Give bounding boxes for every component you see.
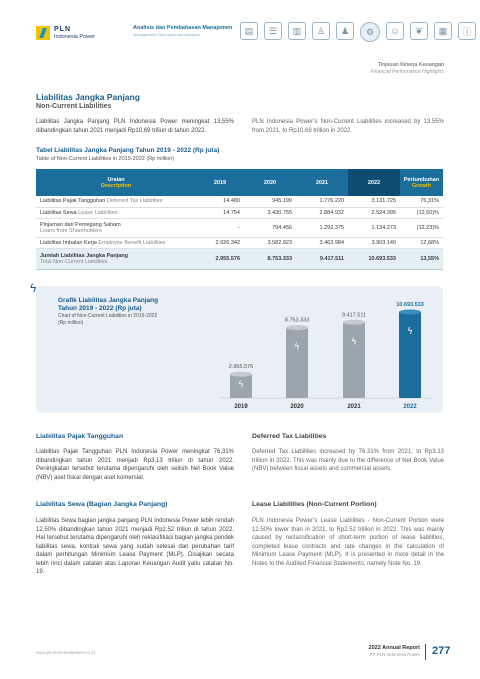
cell-growth: (12,50)% (400, 207, 443, 218)
row-label: Liabilitas Pajak Tangguhan Deferred Tax Liabilities (36, 196, 196, 207)
building-icon[interactable]: ▥ (288, 22, 306, 40)
chart-bar-cap (286, 325, 308, 330)
lease-heading-en: Lease Liabilities (Non-Current Portion) (252, 501, 377, 508)
deferred-tax-paragraph: Liabilitas Pajak Tangguhan PLN Indonesia Power meningkat 76,31% dibandingkan tahun 2021 menjadi Rp3,13 triliun di tahun 2022. Peningkatan tersebut terutama dipengaruhi oleh selisih Net Book Value (NBV) aset fiskal dengan aset komersial. (36, 449, 234, 481)
chart-value-label: 9.417.511 (341, 312, 367, 319)
column-header-2022: 2022 (348, 169, 400, 196)
chart-bar-cap (399, 310, 421, 315)
chapter-title: Analisis dan Pembahasan Manajemen Management Discussion and Analysis (133, 25, 233, 37)
cell-2020: 3.582.923 (244, 237, 296, 248)
cell-2022: 1.134.273 (348, 218, 400, 237)
cell-2020: 945.199 (244, 196, 296, 207)
lease-heading: Liabilitas Sewa (Bagian Jangka Panjang) (36, 501, 168, 508)
cell-2021: 2.884.932 (296, 207, 348, 218)
row-label: Jumlah Liabilitas Jangka Panjang Total Non-Current Liabilities (36, 248, 196, 269)
chart-value-label: 8.753.333 (284, 317, 310, 324)
person-icon[interactable]: ♟ (336, 22, 354, 40)
chart-bar-cap (230, 372, 252, 377)
cell-2021: 3.463.984 (296, 237, 348, 248)
column-header-description: Uraian Description (36, 169, 196, 196)
list-icon[interactable]: ☰ (264, 22, 282, 40)
lease-paragraph: Liabilitas Sewa bagian jangka panjang PLN Indonesia Power lebih rendah 12,50% dibandingkan tahun 2021 menjadi Rp2,52 triliun di tahun 2022. Hal tersebut terutama dipengaruhi oleh reklasifikasi bagian jangka pendek liabilitas sewa, kontrak sewa yang sudah selesai dan perubahan tarif dalam perhitungan Minimum Lease Payment (MLP). Disajikan secara lebih rinci dalam catatan atas Laporan Keuangan Audit yaitu catatan No. 19. (36, 518, 234, 575)
cell-2022: 3.131.725 (348, 196, 400, 207)
cell-2019: 2.926.342 (196, 237, 244, 248)
row-label: Liabilitas Sewa Lease Liabilities (36, 207, 196, 218)
deferred-tax-heading-en: Deferred Tax Liabilities (252, 433, 327, 440)
cell-2020: 8.753.333 (244, 248, 296, 269)
cell-2022: 2.524.395 (348, 207, 400, 218)
cell-2021: 1.776.220 (296, 196, 348, 207)
section-label: Tinjauan Kinerja Keuangan Financial Performance Highlights (370, 62, 444, 75)
page-number: 277 (432, 645, 451, 657)
cell-2019: 14.754 (196, 207, 244, 218)
chart-bar-2022 (399, 312, 421, 398)
table-title: Tabel Liabilitas Jangka Panjang Tahun 2019 - 2022 (Rp juta) Table of Non-Current Liabilities in 2019-2022 (Rp million) (36, 147, 220, 162)
cell-2020: 794.456 (244, 218, 296, 237)
row-label: Pinjaman dari Pemegang Saham Loans from Shareholders (36, 218, 196, 237)
deferred-tax-heading: Liabilitas Pajak Tangguhan (36, 433, 124, 440)
cell-2021: 1.292.375 (296, 218, 348, 237)
chart-value-label: 2.955.576 (228, 364, 254, 371)
chart-category-label: 2021 (347, 404, 361, 410)
footer-report: 2022 Annual Report PT PLN Indonesia Power (368, 645, 420, 657)
cell-growth: 76,31% (400, 196, 443, 207)
chart-category-label: 2022 (403, 404, 417, 410)
chart-bar-2021 (343, 322, 365, 398)
column-header-2019: 2019 (196, 169, 244, 196)
cell-2019: - (196, 218, 244, 237)
leaf-icon[interactable]: ❦ (410, 22, 428, 40)
gear-icon[interactable]: ⚙ (360, 22, 380, 42)
deferred-tax-paragraph-en: Deferred Tax Liabilities increased by 76.31% from 2021, to Rp3.13 trillion in 2022. This was mainly due to the difference of Net Book Value (NBV) between fiscal assets and commercial assets. (252, 449, 444, 472)
chart-icon[interactable]: ▦ (434, 22, 452, 40)
column-header-2021: 2021 (296, 169, 348, 196)
chart-value-label: 10.693.533 (396, 302, 424, 308)
person-icon[interactable]: ♙ (312, 22, 330, 40)
cell-2019: 2.955.576 (196, 248, 244, 269)
chart-category-label: 2019 (234, 404, 248, 410)
info-icon[interactable]: ⓘ (458, 22, 476, 40)
column-header-growth: Pertumbuhan Growth (400, 169, 443, 196)
lightning-icon: ϟ (30, 281, 37, 295)
chart-title: Grafik Liabilitas Jangka Panjang Tahun 2019 - 2022 (Rp juta) Chart of Non-Current Liabilities in 2019-2022 (Rp million) (58, 297, 159, 326)
people-icon[interactable]: ☺ (386, 22, 404, 40)
brand-subname: Indonesia Power (54, 34, 95, 40)
brand-name: PLN (54, 26, 71, 33)
lease-paragraph-en: PLN Indonesia Power’s Lease Liabilities - Non-Current Portion were 12.50% lower than in 2021, to Rp2.52 trillion in 2022. This was mainly caused by reclassification of short-term portion of lease liabilities, completed lease contracts and rate changes in the calculation of Minimum Lease Payment (MLP). It is presented in more detail in the Notes to the Audited Financial Statements, namely Note No. 19. (252, 518, 444, 567)
column-header-2020: 2020 (244, 169, 296, 196)
chart-bar-2020 (286, 328, 308, 398)
cell-growth: (12,23)% (400, 218, 443, 237)
footer-divider (425, 644, 426, 660)
intro-paragraph: Liabilitas Jangka Panjang PLN Indonesia Power meningkat 13,55% dibandingkan tahun 2021 menjadi Rp10,69 triliun di tahun 2022. (36, 119, 234, 134)
chart-category-label: 2020 (290, 404, 304, 410)
cell-growth: 12,68% (400, 237, 443, 248)
lightning-icon: ϟ (351, 337, 357, 348)
footer-url[interactable]: www.plnindonesiapower.co.id (36, 650, 95, 655)
lightning-icon: ϟ (407, 327, 413, 337)
chart-bar-cap (343, 320, 365, 325)
document-icon[interactable]: ▤ (240, 22, 258, 40)
intro-paragraph-en: PLN Indonesia Power’s Non-Current Liabilities increased by 13.55% from 2021, to Rp10.69 trillion in 2022. (252, 119, 444, 134)
cell-2022: 10.693.533 (348, 248, 400, 269)
cell-2022: 3.903.140 (348, 237, 400, 248)
lightning-icon: ϟ (294, 342, 300, 353)
cell-growth: 13,55% (400, 248, 443, 269)
cell-2019: 14.480 (196, 196, 244, 207)
cell-2020: 3.430.755 (244, 207, 296, 218)
page-title: Liabilitas Jangka Panjang Non-Current Liabilities (36, 92, 140, 110)
cell-2021: 9.417.511 (296, 248, 348, 269)
row-label: Liabilitas Imbalan Kerja Employee Benefit Liabilities (36, 237, 196, 248)
lightning-icon: ϟ (238, 380, 244, 391)
